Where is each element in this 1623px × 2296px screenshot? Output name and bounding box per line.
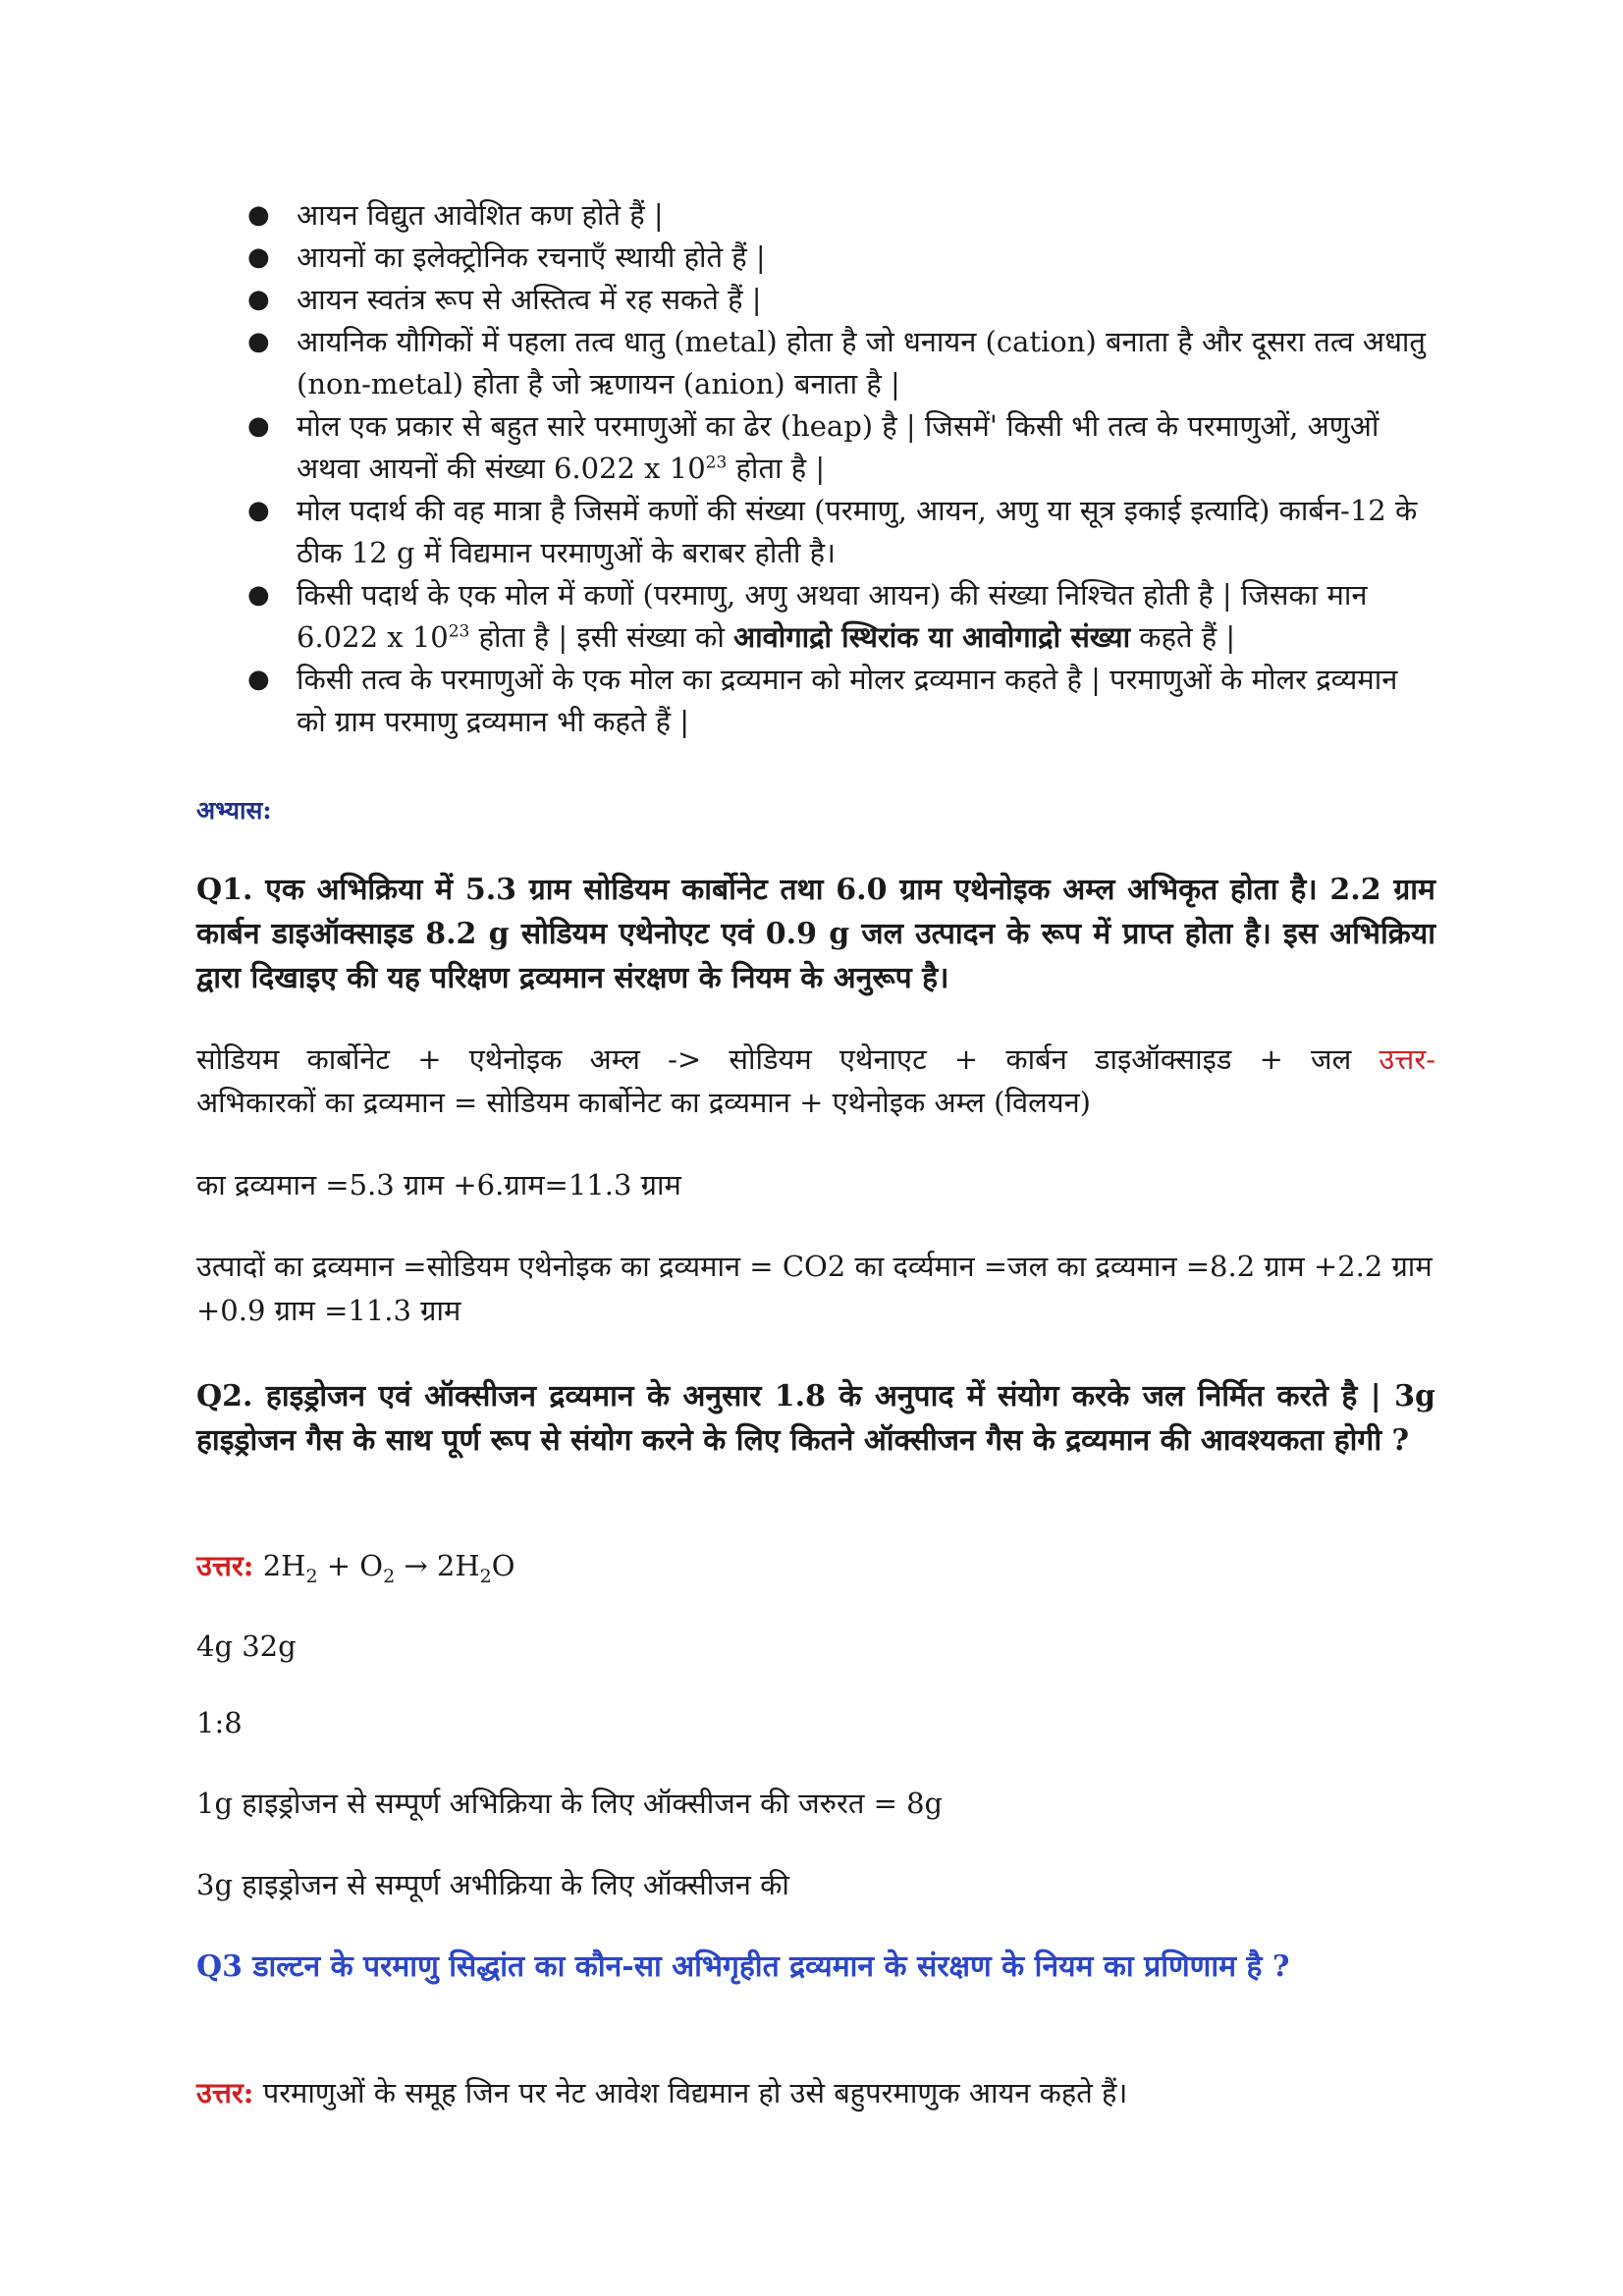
question-2: Q2. हाइड्रोजन एवं ऑक्सीजन द्रव्यमान के अनुसार 1.8 के अनुपाद में संयोग करके जल निर्मित करते है | 3g हाइड्रोजन गैस के साथ पूर्ण रूप से संयोग करने के लिए कितने ऑक्सीजन गैस के द्रव्यमान की आवश्यकता होगी ? bbox=[196, 1379, 1435, 1458]
q2-line-3: 1g हाइड्रोजन से सम्पूर्ण अभिक्रिया के लिए ऑक्सीजन की जरुरत = 8g bbox=[196, 1787, 944, 1820]
q1-line-2: अभिकारकों का द्रव्यमान = सोडियम कार्बोनेट का द्रव्यमान + एथेनोइक अम्ल (विलयन) bbox=[196, 1086, 1091, 1119]
bullet-list bbox=[247, 194, 1435, 743]
question-3: Q3 डाल्टन के परमाणु सिद्धांत का कौन-सा अभिगृहीत द्रव्यमान के संरक्षण के नियम का प्रणिणाम है ? bbox=[196, 1949, 1290, 1984]
bullet-dot-icon: ● bbox=[247, 327, 270, 356]
practice-heading: अभ्यास: bbox=[196, 796, 272, 825]
bullet-item: ● किसी पदार्थ के एक मोल में कणों (परमाणु, अणु अथवा आयन) की संख्या निश्चित होती है | जिसका मान 6.022 x $10^{23}$ होता है | इसी संख्या को आवोगाद्रो स्थिरांक या आवोगाद्रो संख्या कहते हैं | bbox=[247, 574, 1435, 659]
q1-line-1: सोडियम कार्बोनेट + एथेनोइक अम्ल -> सोडियम एथेनाएट + कार्बन डाइऑक्साइड + जल उत्तर- bbox=[196, 1042, 1435, 1076]
q1-line-3: का द्रव्यमान =5.3 ग्राम +6.ग्राम=11.3 ग्राम bbox=[196, 1168, 681, 1201]
bullet-item: ● आयनिक यौगिकों में पहला तत्व धातु (metal) होता है जो धनायन (cation) बनाता है और दूसरा तत्व अधातु (non-metal) होता है जो ऋणायन (anion) बनाता है | bbox=[247, 321, 1435, 405]
answer-label: उत्तर: bbox=[196, 1549, 254, 1582]
bullet-item: ● मोल एक प्रकार से बहुत सारे परमाणुओं का ढेर (heap) है | जिसमें' किसी भी तत्व के परमाणुओं, अणुओं अथवा आयनों की संख्या 6.022 x $10^{23}$ होता है | bbox=[247, 405, 1435, 490]
q2-line-2: 1:8 bbox=[196, 1706, 243, 1739]
bullet-item: ● किसी तत्व के परमाणुओं के एक मोल का द्रव्यमान को मोलर द्रव्यमान कहते है | परमाणुओं के मोलर द्रव्यमान को ग्राम परमाणु द्रव्यमान भी कहते हैं | bbox=[247, 659, 1435, 743]
bullet-dot-icon: ● bbox=[247, 200, 270, 230]
q3-answer: उत्तर: परमाणुओं के समूह जिन पर नेट आवेश विद्यमान हो उसे बहुपरमाणुक आयन कहते हैं। bbox=[196, 2076, 1128, 2109]
bullet-item: ● मोल पदार्थ की वह मात्रा है जिसमें कणों की संख्या (परमाणु, आयन, अणु या सूत्र इकाई इत्यादि) कार्बन-12 के ठीक 12 g में विद्यमान परमाणुओं के बराबर होती है। bbox=[247, 490, 1435, 574]
q1-line-4: उत्पादों का द्रव्यमान =सोडियम एथेनोइक का द्रव्यमान = CO2 का दर्व्यमान =जल का द्रव्यमान =8.2 ग्राम +2.2 ग्राम +0.9 ग्राम =11.3 ग्राम bbox=[196, 1250, 1433, 1327]
bullet-item: ● आयनों का इलेक्ट्रोनिक रचनाएँ स्थायी होते हैं | bbox=[247, 237, 1435, 279]
question-1: Q1. एक अभिक्रिया में 5.3 ग्राम सोडियम कार्बोनेट तथा 6.0 ग्राम एथेनोइक अम्ल अभिकृत होता है। 2.2 ग्राम कार्बन डाइऑक्साइड 8.2 g सोडियम एथेनोएट एवं 0.9 g जल उत्पादन के रूप में प्राप्त होता है। इस अभिक्रिया द्वारा दिखाइए की यह परिक्षण द्रव्यमान संरक्षण के नियम के अनुरूप है। bbox=[196, 873, 1435, 995]
bullet-dot-icon: ● bbox=[247, 285, 270, 314]
answer-label: उत्तर- bbox=[1379, 1042, 1435, 1076]
bullet-dot-icon: ● bbox=[247, 242, 270, 272]
bullet-dot-icon: ● bbox=[247, 496, 270, 525]
bullet-item: ● आयन स्वतंत्र रूप से अस्तित्व में रह सकते हैं | bbox=[247, 279, 1435, 321]
q2-line-4: 3g हाइड्रोजन से सम्पूर्ण अभीक्रिया के लिए ऑक्सीजन की bbox=[196, 1868, 789, 1901]
q2-answer-equation: उत्तर: $2H_2 + O_2 \to 2H_2O$ bbox=[196, 1549, 515, 1587]
answer-label: उत्तर: bbox=[196, 2076, 254, 2109]
q2-line-1: 4g 32g bbox=[196, 1629, 297, 1663]
bullet-item: ● आयन विद्युत आवेशित कण होते हैं | bbox=[247, 194, 1435, 237]
bullet-dot-icon: ● bbox=[247, 665, 270, 694]
bullet-dot-icon: ● bbox=[247, 411, 270, 441]
bullet-dot-icon: ● bbox=[247, 580, 270, 610]
